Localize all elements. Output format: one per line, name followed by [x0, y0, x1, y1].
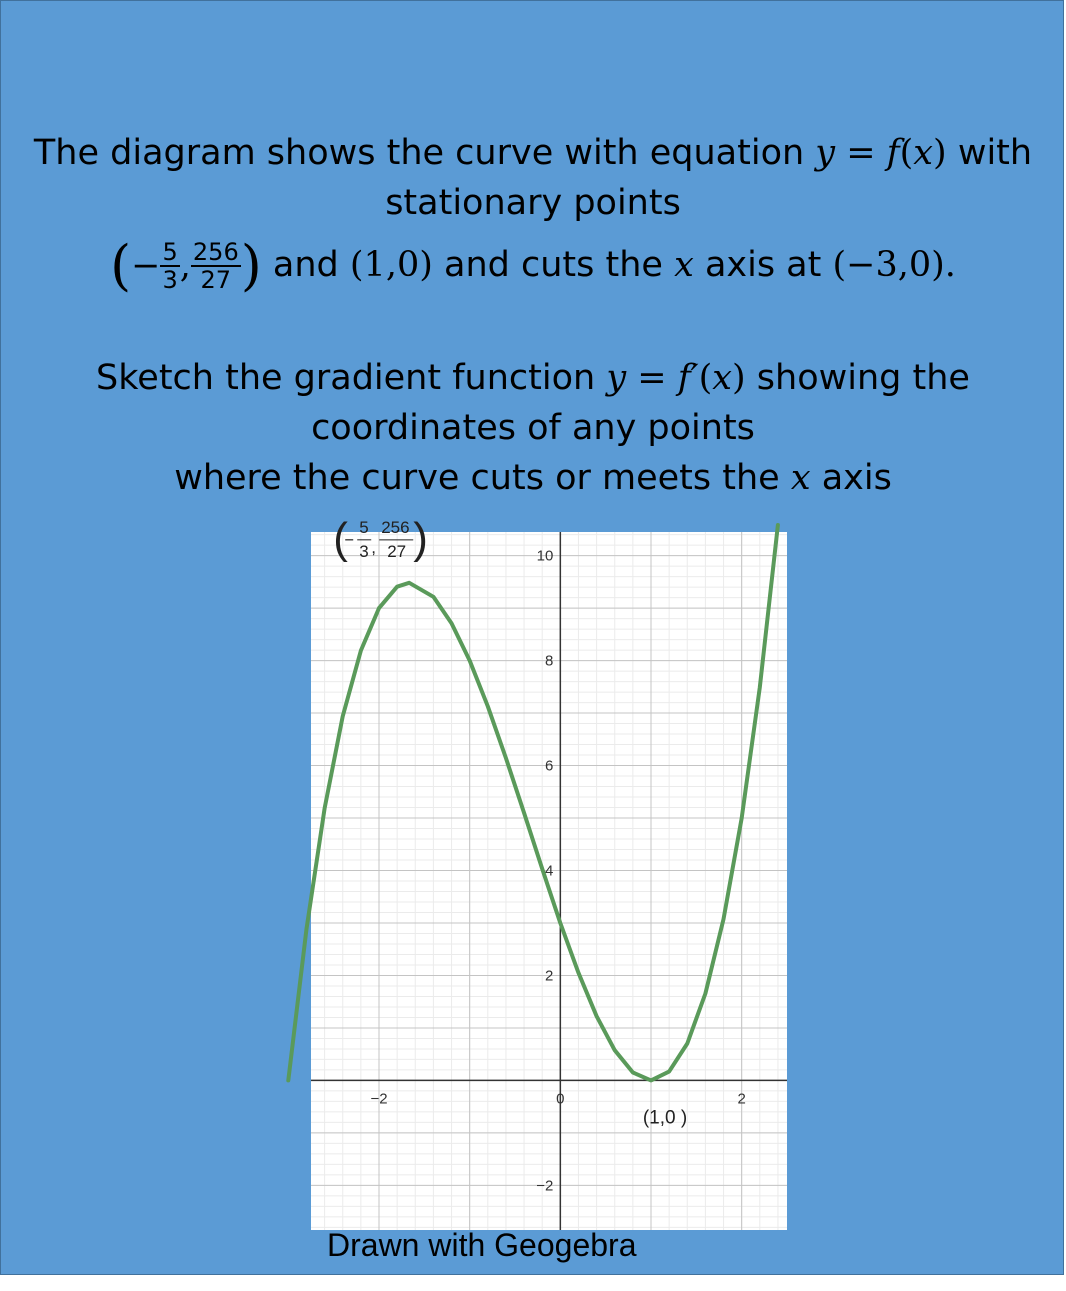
question-line-5 [1, 356, 1065, 400]
label-den1: 3 [359, 541, 369, 561]
math-paren: ) [732, 358, 746, 398]
math-x: x [913, 133, 934, 173]
tick-labels [370, 548, 745, 1195]
fraction-x [160, 239, 179, 293]
label-num1: 5 [359, 517, 369, 537]
y-tick-label: −2 [536, 1177, 554, 1195]
open-paren: ( [110, 234, 132, 297]
minus-sign: − [131, 246, 161, 286]
math-paren: ( [899, 133, 914, 173]
graph-panel [311, 513, 787, 1230]
x-tick-label: −2 [370, 1090, 388, 1108]
x-tick-label: 0 [556, 1090, 565, 1108]
minor-grid [311, 532, 787, 1230]
fraction-y [191, 239, 241, 293]
math-y: y [606, 358, 627, 398]
comma: , [179, 246, 191, 286]
y-tick-label: 10 [536, 547, 554, 565]
label-comma: , [371, 537, 376, 557]
fraction-denominator: 3 [162, 266, 178, 294]
math-x: x [674, 245, 694, 285]
label-den2: 27 [387, 541, 407, 561]
question-text: The diagram shows the curve with equation [33, 133, 816, 173]
math-f-prime: f′ [677, 358, 699, 398]
y-tick-label: 8 [544, 652, 554, 670]
math-paren: ( [698, 358, 713, 398]
question-line-1 [1, 131, 1065, 175]
question-line-2: stationary points [385, 183, 681, 223]
question-text: axis [810, 458, 892, 498]
math-x: x [712, 358, 732, 398]
question-text: showing the [745, 358, 970, 398]
question-text: with [946, 133, 1033, 173]
math-equals: = [835, 133, 887, 173]
label-paren-close: ) [413, 513, 428, 563]
point-label: (1,0) [349, 245, 433, 285]
label-paren-open: ( [333, 513, 348, 563]
y-tick-label: 6 [544, 757, 554, 775]
y-tick-label: 4 [544, 862, 554, 880]
point-label: (−3,0). [832, 245, 956, 285]
question-text: and cuts the [432, 245, 675, 285]
label-num2: 256 [381, 517, 410, 537]
question-text: and [261, 245, 350, 285]
y-tick-label: 2 [544, 967, 554, 985]
caption: Drawn with Geogebra [327, 1227, 637, 1263]
question-text: Sketch the gradient function [96, 358, 607, 398]
math-equals: = [626, 358, 678, 398]
min-point-label: (1,0 ) [642, 1107, 688, 1129]
fraction-denominator: 27 [200, 266, 232, 294]
question-text: where the curve cuts or meets the [174, 458, 791, 498]
fraction-numerator: 5 [162, 238, 178, 266]
math-x: x [790, 458, 811, 498]
math-paren: ) [933, 133, 947, 173]
question-text: axis at [693, 245, 833, 285]
annotations [333, 514, 687, 1129]
question-line-3 [1, 235, 1065, 295]
question-line-7 [1, 456, 1065, 500]
math-y: y [815, 133, 836, 173]
math-f: f [886, 133, 900, 173]
fraction-numerator: 256 [192, 238, 239, 266]
x-tick-label: 2 [737, 1090, 746, 1108]
close-paren: ) [240, 234, 262, 297]
question-line-6: coordinates of any points [311, 408, 755, 448]
cubic-graph [311, 513, 787, 1230]
